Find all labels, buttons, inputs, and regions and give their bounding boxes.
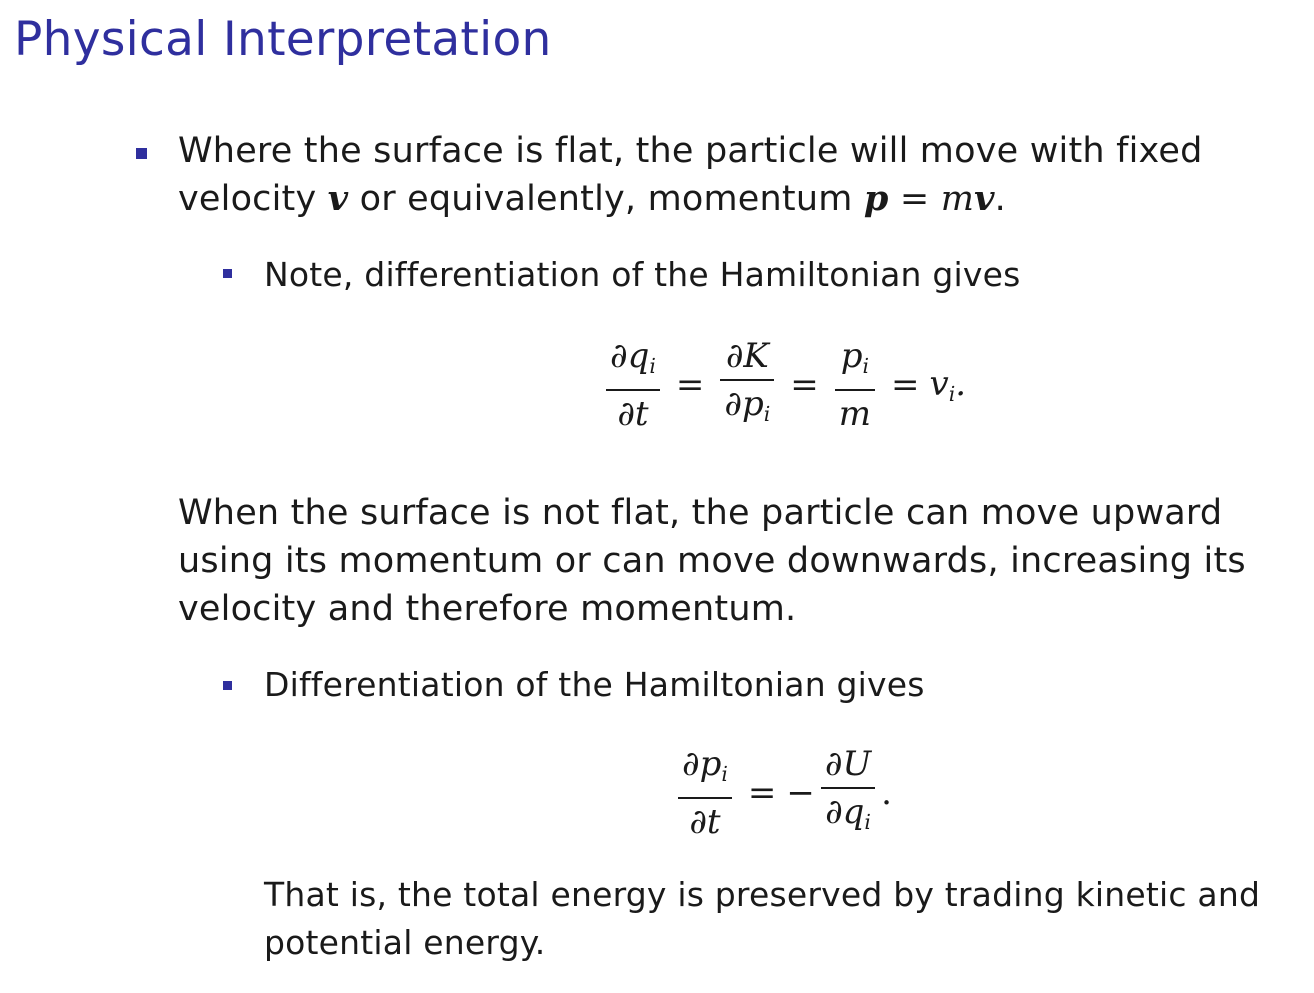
- slide-title: Physical Interpretation: [14, 12, 552, 67]
- bullet-text-flat-surface: [178, 127, 1203, 223]
- fraction-bar: [606, 389, 660, 391]
- conclusion-line1: That is, the total energy is preserved by trading kinetic and: [264, 875, 1261, 914]
- sub-bullet-marker: [223, 269, 232, 278]
- equals-sign: =: [790, 365, 819, 406]
- velocity-symbol: v: [974, 178, 995, 219]
- denominator: ∂p: [724, 384, 764, 424]
- fraction-bar: [821, 787, 875, 789]
- mass-symbol: m: [940, 179, 975, 219]
- note-differentiation-2: Differentiation of the Hamiltonian gives: [264, 665, 925, 704]
- bullet1-line2: [178, 175, 1203, 223]
- numerator: ∂K: [725, 336, 769, 376]
- equals-sign: =: [747, 773, 777, 814]
- paragraph-not-flat: [178, 489, 1246, 633]
- text-fragment: velocity: [178, 179, 328, 219]
- paragraph-line2: using its momentum or can move downwards, increasing its: [178, 541, 1246, 581]
- equation-momentum: [672, 744, 892, 842]
- numerator: p: [840, 336, 863, 376]
- denominator: ∂t: [617, 394, 649, 435]
- period: .: [994, 179, 1006, 219]
- sub-bullet-marker: [223, 681, 232, 690]
- velocity-symbol: v: [327, 178, 349, 219]
- denominator: ∂t: [689, 802, 721, 843]
- conclusion-line2: potential energy.: [264, 923, 546, 962]
- paragraph-line1: When the surface is not flat, the particle can move upward: [178, 493, 1223, 533]
- conclusion-text: [264, 871, 1260, 967]
- momentum-symbol: p: [863, 178, 889, 219]
- subscript: i: [862, 354, 870, 379]
- subscript: i: [721, 762, 728, 787]
- period: .: [955, 364, 967, 404]
- numerator: ∂p: [682, 744, 722, 784]
- fraction-dq-dt: [606, 336, 660, 434]
- minus-sign: −: [786, 773, 815, 814]
- numerator: ∂q: [610, 336, 650, 376]
- equals-sign: =: [891, 365, 920, 406]
- period: .: [881, 773, 892, 814]
- rhs-symbol: v: [929, 364, 949, 404]
- denominator: m: [838, 394, 872, 435]
- velocity-component: [930, 364, 967, 406]
- fraction-dp-dt: [678, 744, 732, 842]
- bullet1-line1: Where the surface is flat, the particle will move with fixed: [178, 131, 1203, 171]
- equation-velocity: [600, 336, 966, 434]
- fraction-p-m: [835, 336, 875, 434]
- paragraph-line3: velocity and therefore momentum.: [178, 589, 797, 629]
- subscript: i: [864, 810, 871, 835]
- subscript: i: [948, 382, 956, 407]
- fraction-bar: [835, 389, 875, 391]
- denominator: ∂q: [825, 792, 865, 832]
- equals-sign: =: [675, 365, 705, 406]
- numerator: ∂U: [824, 744, 872, 784]
- subscript: i: [763, 402, 771, 427]
- subscript: i: [649, 354, 656, 379]
- fraction-bar: [678, 797, 732, 799]
- equals-sign: =: [888, 179, 941, 219]
- fraction-dK-dp: [720, 336, 774, 434]
- note-differentiation: Note, differentiation of the Hamiltonian gives: [264, 255, 1021, 294]
- fraction-dU-dq: [821, 744, 875, 842]
- fraction-bar: [720, 379, 774, 381]
- bullet-marker: [136, 148, 147, 159]
- text-fragment: or equivalently, momentum: [348, 179, 864, 219]
